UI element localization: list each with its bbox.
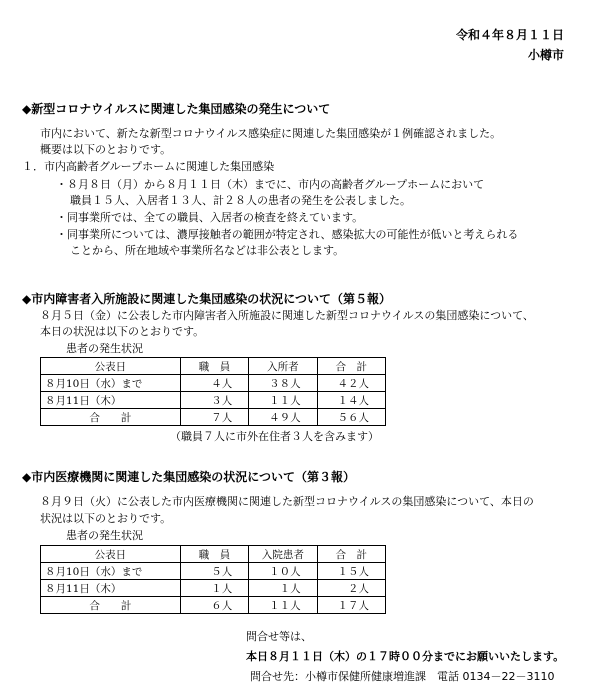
table-header-row xyxy=(41,358,386,375)
section1-intro-line2: 概要は以下のとおりです。 xyxy=(40,143,172,156)
table-cell: １人 xyxy=(180,580,248,597)
header-cell: 職 員 xyxy=(180,546,248,563)
section2-table-note: （職員７人に市外在住者３人を含みます） xyxy=(170,430,379,443)
table-cell: １７人 xyxy=(317,597,385,614)
section1-bullet3-line2: ことから、所在地域や事業所名などは非公表とします。 xyxy=(70,244,345,257)
table-row xyxy=(41,392,386,409)
table-cell: ８月10日（水）まで xyxy=(41,563,181,580)
table-cell: ２人 xyxy=(317,580,385,597)
section3-paragraph-line1: ８月９日（火）に公表した市内医療機関に関連した新型コロナウイルスの集団感染について、本日の xyxy=(40,495,534,508)
table-cell: ４９人 xyxy=(249,409,317,426)
issuer: 小樽市 xyxy=(527,48,564,62)
inquiry-contact: 問合せ先：小樽市保健所健康増進課 電話 0134－22－3110 xyxy=(250,670,555,683)
section2-table xyxy=(40,357,386,426)
table-row xyxy=(41,580,386,597)
table-cell: ７人 xyxy=(180,409,248,426)
table-cell: ８月10日（水）まで xyxy=(41,375,181,392)
table-cell: １５人 xyxy=(317,563,385,580)
section1-bullet1-line2: 職員１５人、入居者１３人、計２８人の患者の発生を公表しました。 xyxy=(70,194,411,207)
table-cell: ５人 xyxy=(180,563,248,580)
section1-item-title: １．市内高齢者グループホームに関連した集団感染 xyxy=(22,160,275,173)
header-cell: 職 員 xyxy=(180,358,248,375)
table-cell: １０人 xyxy=(249,563,317,580)
table-cell: １１人 xyxy=(249,392,317,409)
table-total-row xyxy=(41,597,386,614)
table-cell: ４２人 xyxy=(317,375,385,392)
table-cell: 合 計 xyxy=(41,597,181,614)
section1-title: ◆新型コロナウイルスに関連した集団感染の発生について xyxy=(22,102,331,116)
table-cell: 合 計 xyxy=(41,409,181,426)
table-cell: １人 xyxy=(249,580,317,597)
section1-bullet1-line1: ・８月８日（月）から８月１１日（木）までに、市内の高齢者グループホームにおいて xyxy=(56,178,485,191)
table-cell: １４人 xyxy=(317,392,385,409)
section2-title: ◆市内障害者入所施設に関連した集団感染の状況について（第５報） xyxy=(22,292,391,306)
section3-title: ◆市内医療機関に関連した集団感染の状況について（第３報） xyxy=(22,470,355,484)
document-date: 令和４年８月１１日 xyxy=(455,28,564,42)
header-cell: 公表日 xyxy=(41,546,181,563)
table-cell: ３８人 xyxy=(249,375,317,392)
table-cell: ８月11日（木） xyxy=(41,580,181,597)
section1-bullet2: ・同事業所では、全ての職員、入居者の検査を終えています。 xyxy=(56,211,364,224)
table-cell: ４人 xyxy=(180,375,248,392)
header-cell: 入院患者 xyxy=(249,546,317,563)
section2-table-caption: 患者の発生状況 xyxy=(66,342,143,355)
inquiry-deadline: 本日８月１１日（木）の１７時００分までにお願いいたします。 xyxy=(246,650,565,663)
section1-bullet3-line1: ・同事業所については、濃厚接触者の範囲が特定され、感染拡大の可能性が低いと考えられる xyxy=(56,228,519,241)
table-cell: ６人 xyxy=(180,597,248,614)
section1-intro-line1: 市内において、新たな新型コロナウイルス感染症に関連した集団感染が１例確認されました。 xyxy=(40,127,502,140)
table-row xyxy=(41,563,386,580)
table-cell: ３人 xyxy=(180,392,248,409)
section2-paragraph-line1: ８月５日（金）に公表した市内障害者入所施設に関連した新型コロナウイルスの集団感染について、 xyxy=(40,309,534,322)
table-cell: ８月11日（木） xyxy=(41,392,181,409)
header-cell: 入所者 xyxy=(249,358,317,375)
table-cell: １１人 xyxy=(249,597,317,614)
table-cell: ５６人 xyxy=(317,409,385,426)
section2-paragraph-line2: 本日の状況は以下のとおりです。 xyxy=(40,325,205,338)
header-cell: 合 計 xyxy=(317,546,385,563)
table-row xyxy=(41,375,386,392)
section3-table xyxy=(40,545,386,614)
header-cell: 合 計 xyxy=(317,358,385,375)
section3-table-caption: 患者の発生状況 xyxy=(66,529,143,542)
section3-paragraph-line2: 状況は以下のとおりです。 xyxy=(40,512,172,525)
inquiry-heading: 問合せ等は、 xyxy=(246,630,312,643)
table-header-row xyxy=(41,546,386,563)
header-cell: 公表日 xyxy=(41,358,181,375)
table-total-row xyxy=(41,409,386,426)
